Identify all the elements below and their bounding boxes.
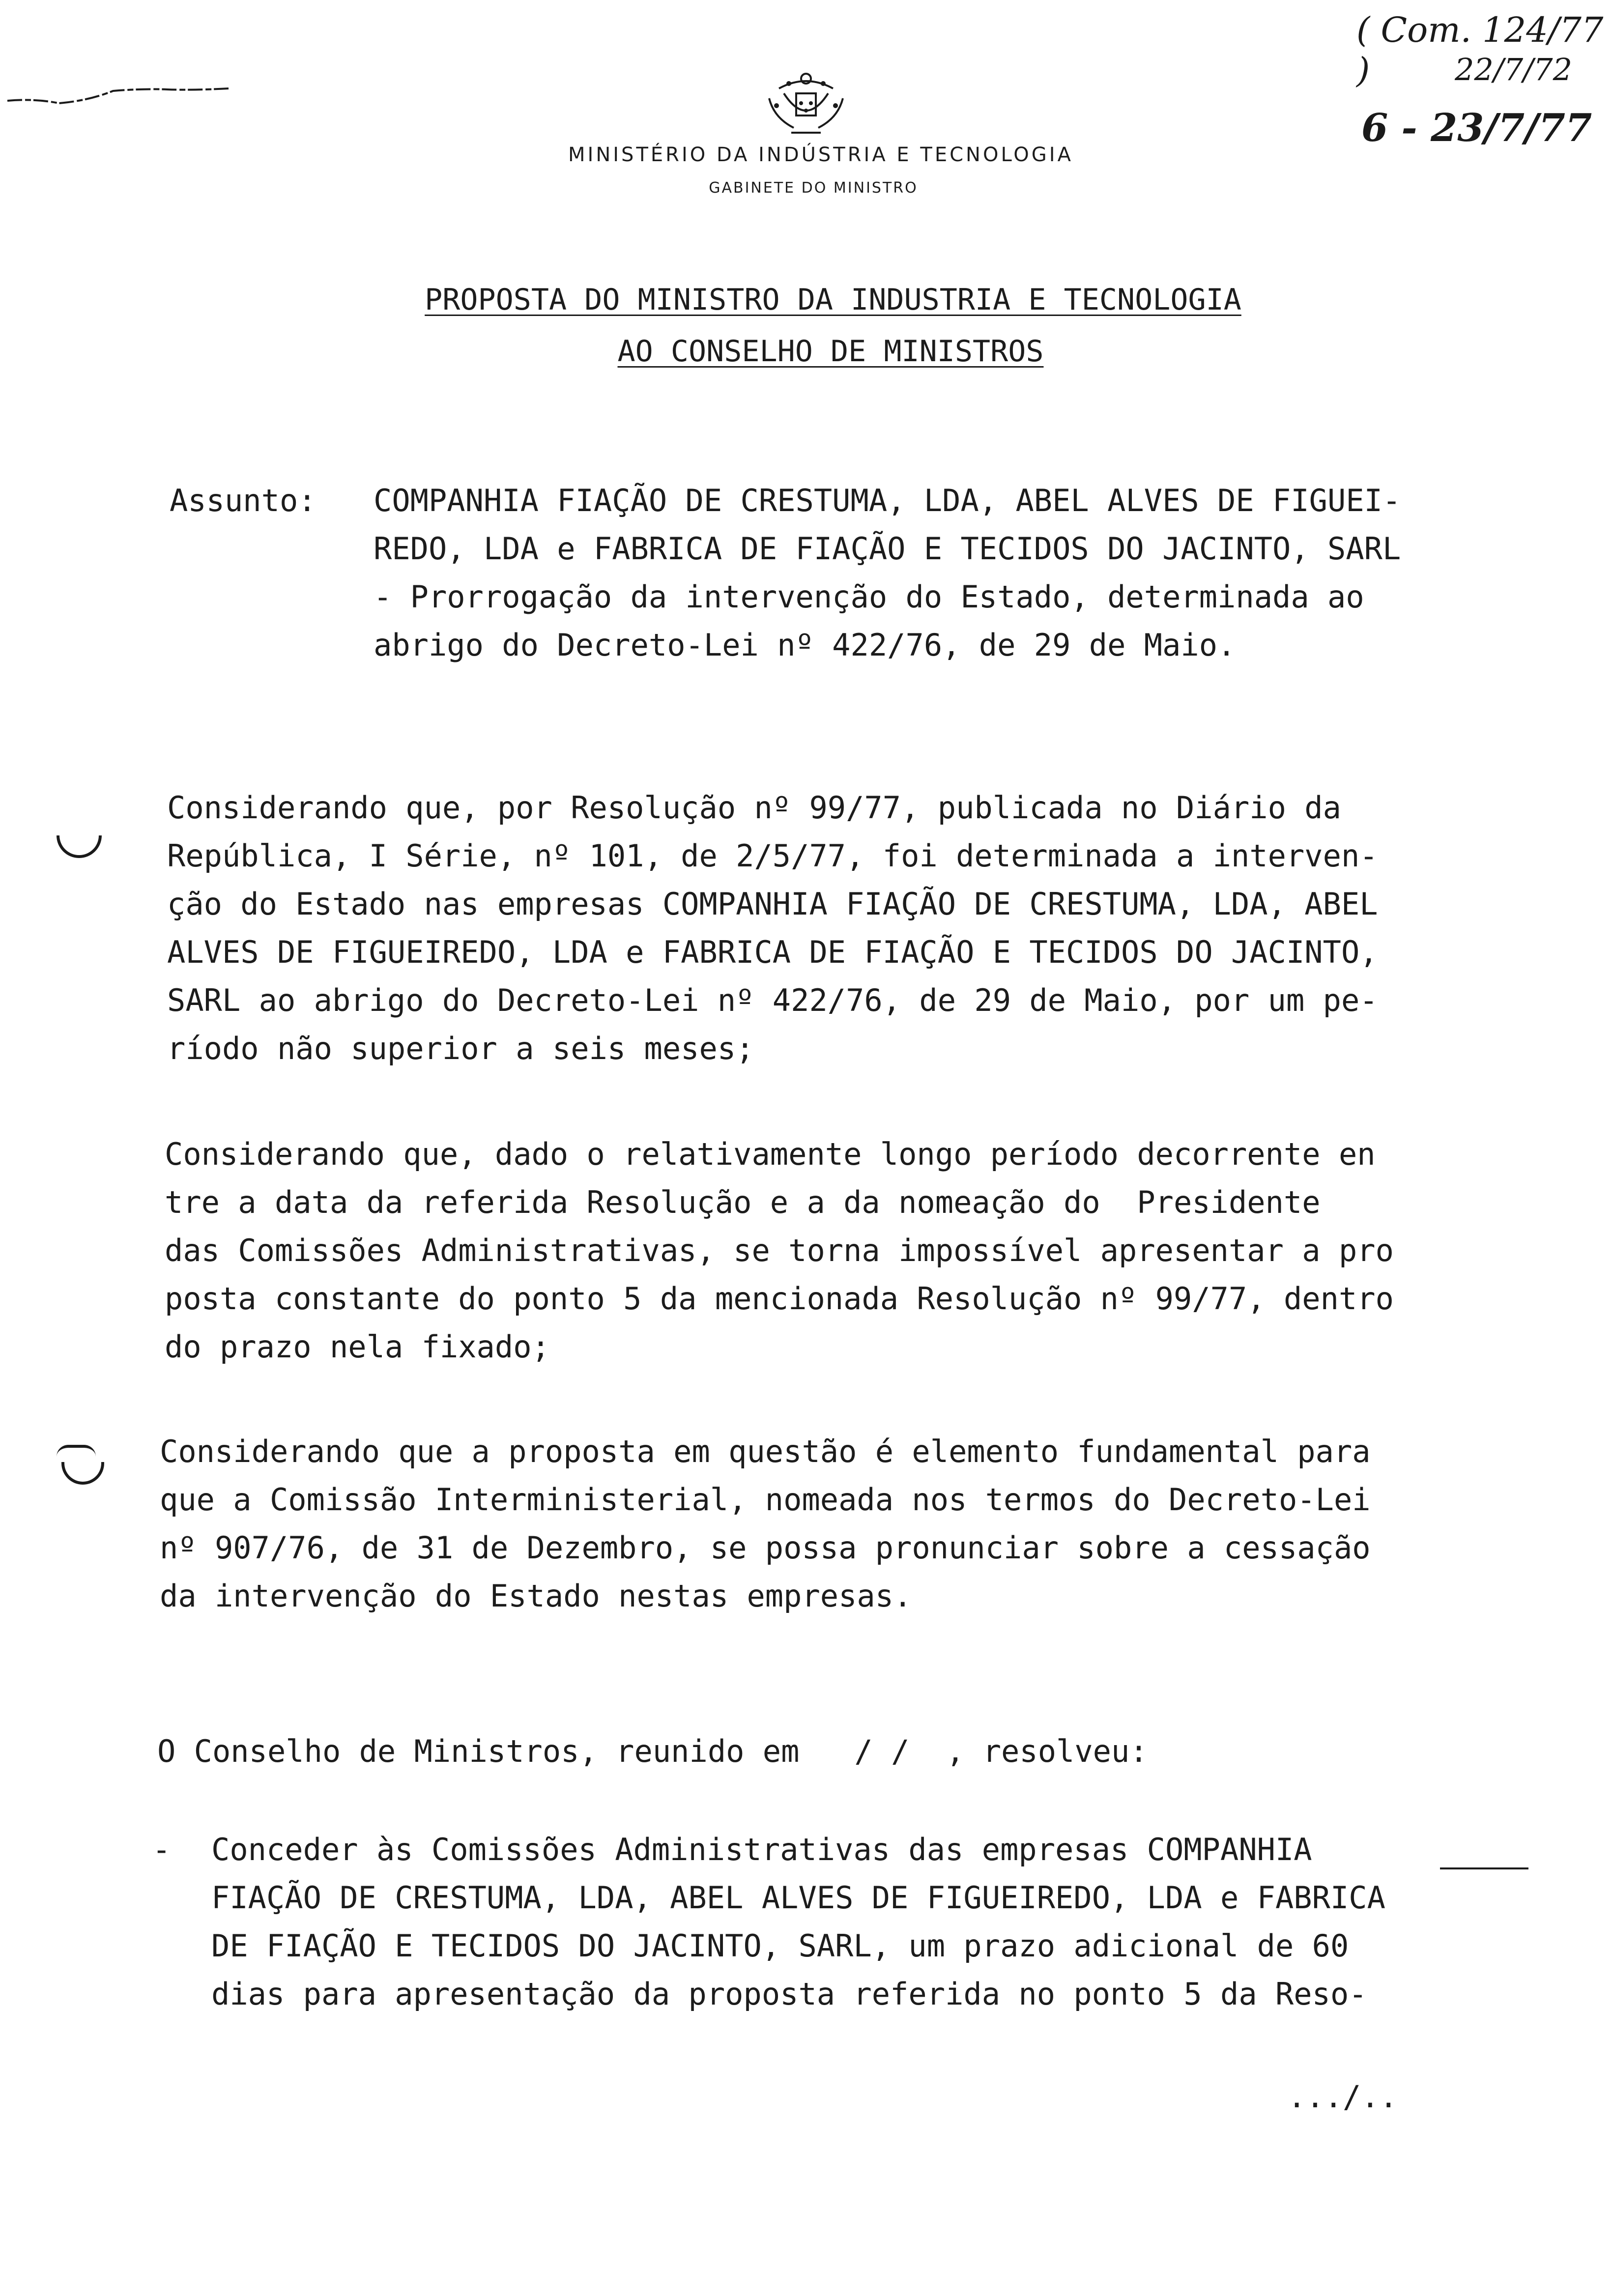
paragraph-considerando-3: Considerando que a proposta em questão é elemento fundamental para que a Comissão Interministerial, nomeada nos termos do Decreto-Lei nº 907/76, de 31 de Dezembro, se possa pronunciar sobre a cessação da intervenção do Estado nestas empresas. (160, 1434, 1371, 1614)
margin-mark (61, 1462, 104, 1485)
handwritten-reference: ( Com. 124/77 ) (1356, 10, 1604, 90)
subject-text: COMPANHIA FIAÇÃO DE CRESTUMA, LDA, ABEL ALVES DE FIGUEI- REDO, LDA e FABRICA DE FIAÇÃO E TECIDOS DO JACINTO, SARL - Prorrogação da intervenção do Estado, determinada ao abrigo do Decreto-Lei nº 422/76, de 29 de Maio. (374, 483, 1401, 663)
handwritten-date: 22/7/72 (1455, 52, 1573, 87)
paragraph-considerando-1: Considerando que, por Resolução nº 99/77, publicada no Diário da República, I Série, nº 101, de 2/5/77, foi determinada a interven- ção do Estado nas empresas COMPANHIA FIAÇÃO DE CRESTUMA, LDA, ABEL ALVES DE FIGUEIREDO, LDA e FABRICA DE FIAÇÃO E TECIDOS DO JACINTO, SARL ao abrigo do Decreto-Lei nº 422/76, de 29 de Maio, por um pe- ríodo não superior a seis meses; (167, 790, 1378, 1066)
page-continuation-mark: .../.. (1288, 2079, 1398, 2115)
margin-mark (57, 835, 102, 858)
subject-label: Assunto: (170, 483, 317, 518)
handwritten-stamp-date: 6 - 23/7/77 (1361, 106, 1592, 150)
pen-underline-mark (1440, 1867, 1528, 1869)
document-title-line-1: PROPOSTA DO MINISTRO DA INDUSTRIA E TECNOLOGIA (425, 283, 1241, 317)
document-title-line-2: AO CONSELHO DE MINISTROS (617, 334, 1044, 369)
pen-stroke-mark (5, 79, 231, 108)
cabinet-name: GABINETE DO MINISTRO (709, 179, 918, 197)
paragraph-resolution-intro: O Conselho de Ministros, reunido em / / , resolveu: (157, 1733, 1148, 1769)
coat-of-arms-icon (749, 64, 863, 138)
ministry-name: MINISTÉRIO DA INDÚSTRIA E TECNOLOGIA (568, 144, 1073, 166)
margin-mark (57, 1445, 96, 1457)
paragraph-considerando-2: Considerando que, dado o relativamente longo período decorrente en tre a data da referida Resolução e a da nomeação do Presidente das Comissões Administrativas, se torna impossível apresentar a pro posta constante do ponto 5 da mencionada Resolução nº 99/77, dentro do prazo nela fixado; (165, 1136, 1394, 1365)
resolution-bullet: - (152, 1832, 171, 1867)
paragraph-resolution-item: Conceder às Comissões Administrativas das empresas COMPANHIA FIAÇÃO DE CRESTUMA, LDA, ABEL ALVES DE FIGUEIREDO, LDA e FABRICA DE FIAÇÃO E TECIDOS DO JACINTO, SARL, um prazo adicional de 60 dias para apresentação da proposta referida no ponto 5 da Reso- (211, 1832, 1385, 2012)
